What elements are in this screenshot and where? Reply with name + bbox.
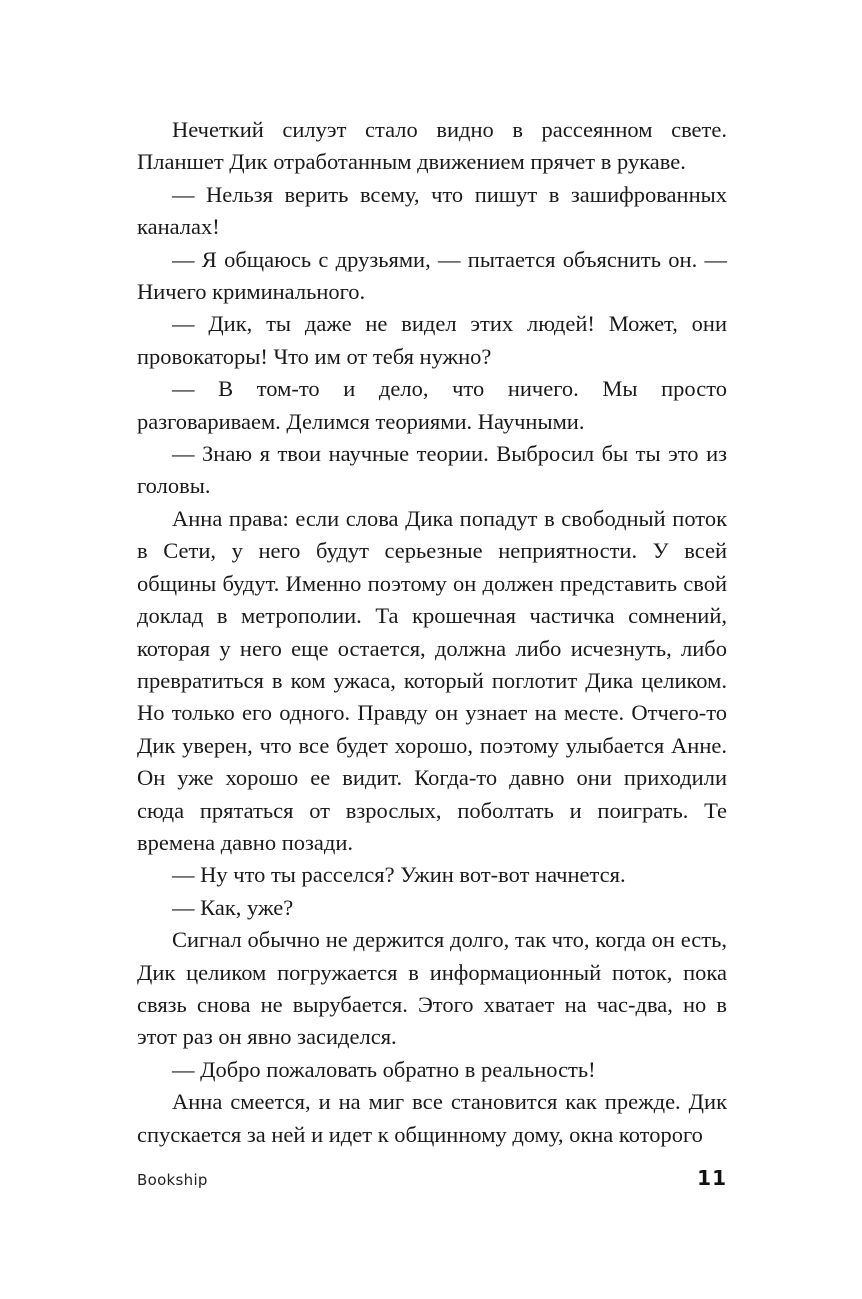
paragraph-12: Анна смеется, и на миг все становится как прежде. Дик спускается за ней и идет к общинному дому, окна которого xyxy=(137,1089,727,1147)
paragraph-9: — Как, уже? xyxy=(172,894,294,920)
paragraph-10: Сигнал обычно не держится долго, так что, когда он есть, Дик целиком погружается в информационный поток, пока связь снова не вырубается. Этого хватает на час-два, но в этот раз он явно засиделся. xyxy=(137,927,727,1050)
paragraph-2: — Нельзя верить всему, что пишут в зашифрованных каналах! xyxy=(137,181,727,240)
page-body xyxy=(137,114,727,1151)
paragraph-11: — Добро пожаловать обратно в реальность! xyxy=(172,1056,596,1082)
paragraph-7: Анна права: если слова Дика попадут в свободный поток в Сети, у него будут серьезные неприятности. У всей общины будут. Именно поэтому он должен представить свой доклад в метрополии. Та крошечная частичка сомнений, которая у него еще остается, должна либо исчезнуть, либо превратиться в ком ужаса, который поглотит Дика целиком. Но только его одного. Правду он узнает на месте. Отчего-то Дик уверен, что все будет хорошо, поэтому улыбается Анне. Он уже хорошо ее видит. Когда-то давно они приходили сюда прятаться от взрослых, поболтать и поиграть. Те времена давно позади. xyxy=(137,505,727,855)
paragraph-3: — Я общаюсь с друзьями, — пытается объяснить он. — Ничего криминального. xyxy=(137,246,727,305)
paragraph-5: — В том-то и дело, что ничего. Мы просто разговариваем. Делимся теориями. Научными. xyxy=(137,376,727,434)
page-number: 11 xyxy=(697,1166,727,1190)
paragraph-1: Нечеткий силуэт стало видно в рассеянном свете. Планшет Дик отработанным движением прячет в рукаве. xyxy=(137,117,727,175)
paragraph-6: — Знаю я твои научные теории. Выбросил бы ты это из головы. xyxy=(137,441,727,499)
publisher-brand: Bookship xyxy=(137,1171,208,1189)
paragraph-4: — Дик, ты даже не видел этих людей! Может, они провокаторы! Что им от тебя нужно? xyxy=(137,311,727,369)
paragraph-8: — Ну что ты расселся? Ужин вот-вот начнется. xyxy=(172,862,626,888)
page-footer xyxy=(137,1166,727,1190)
